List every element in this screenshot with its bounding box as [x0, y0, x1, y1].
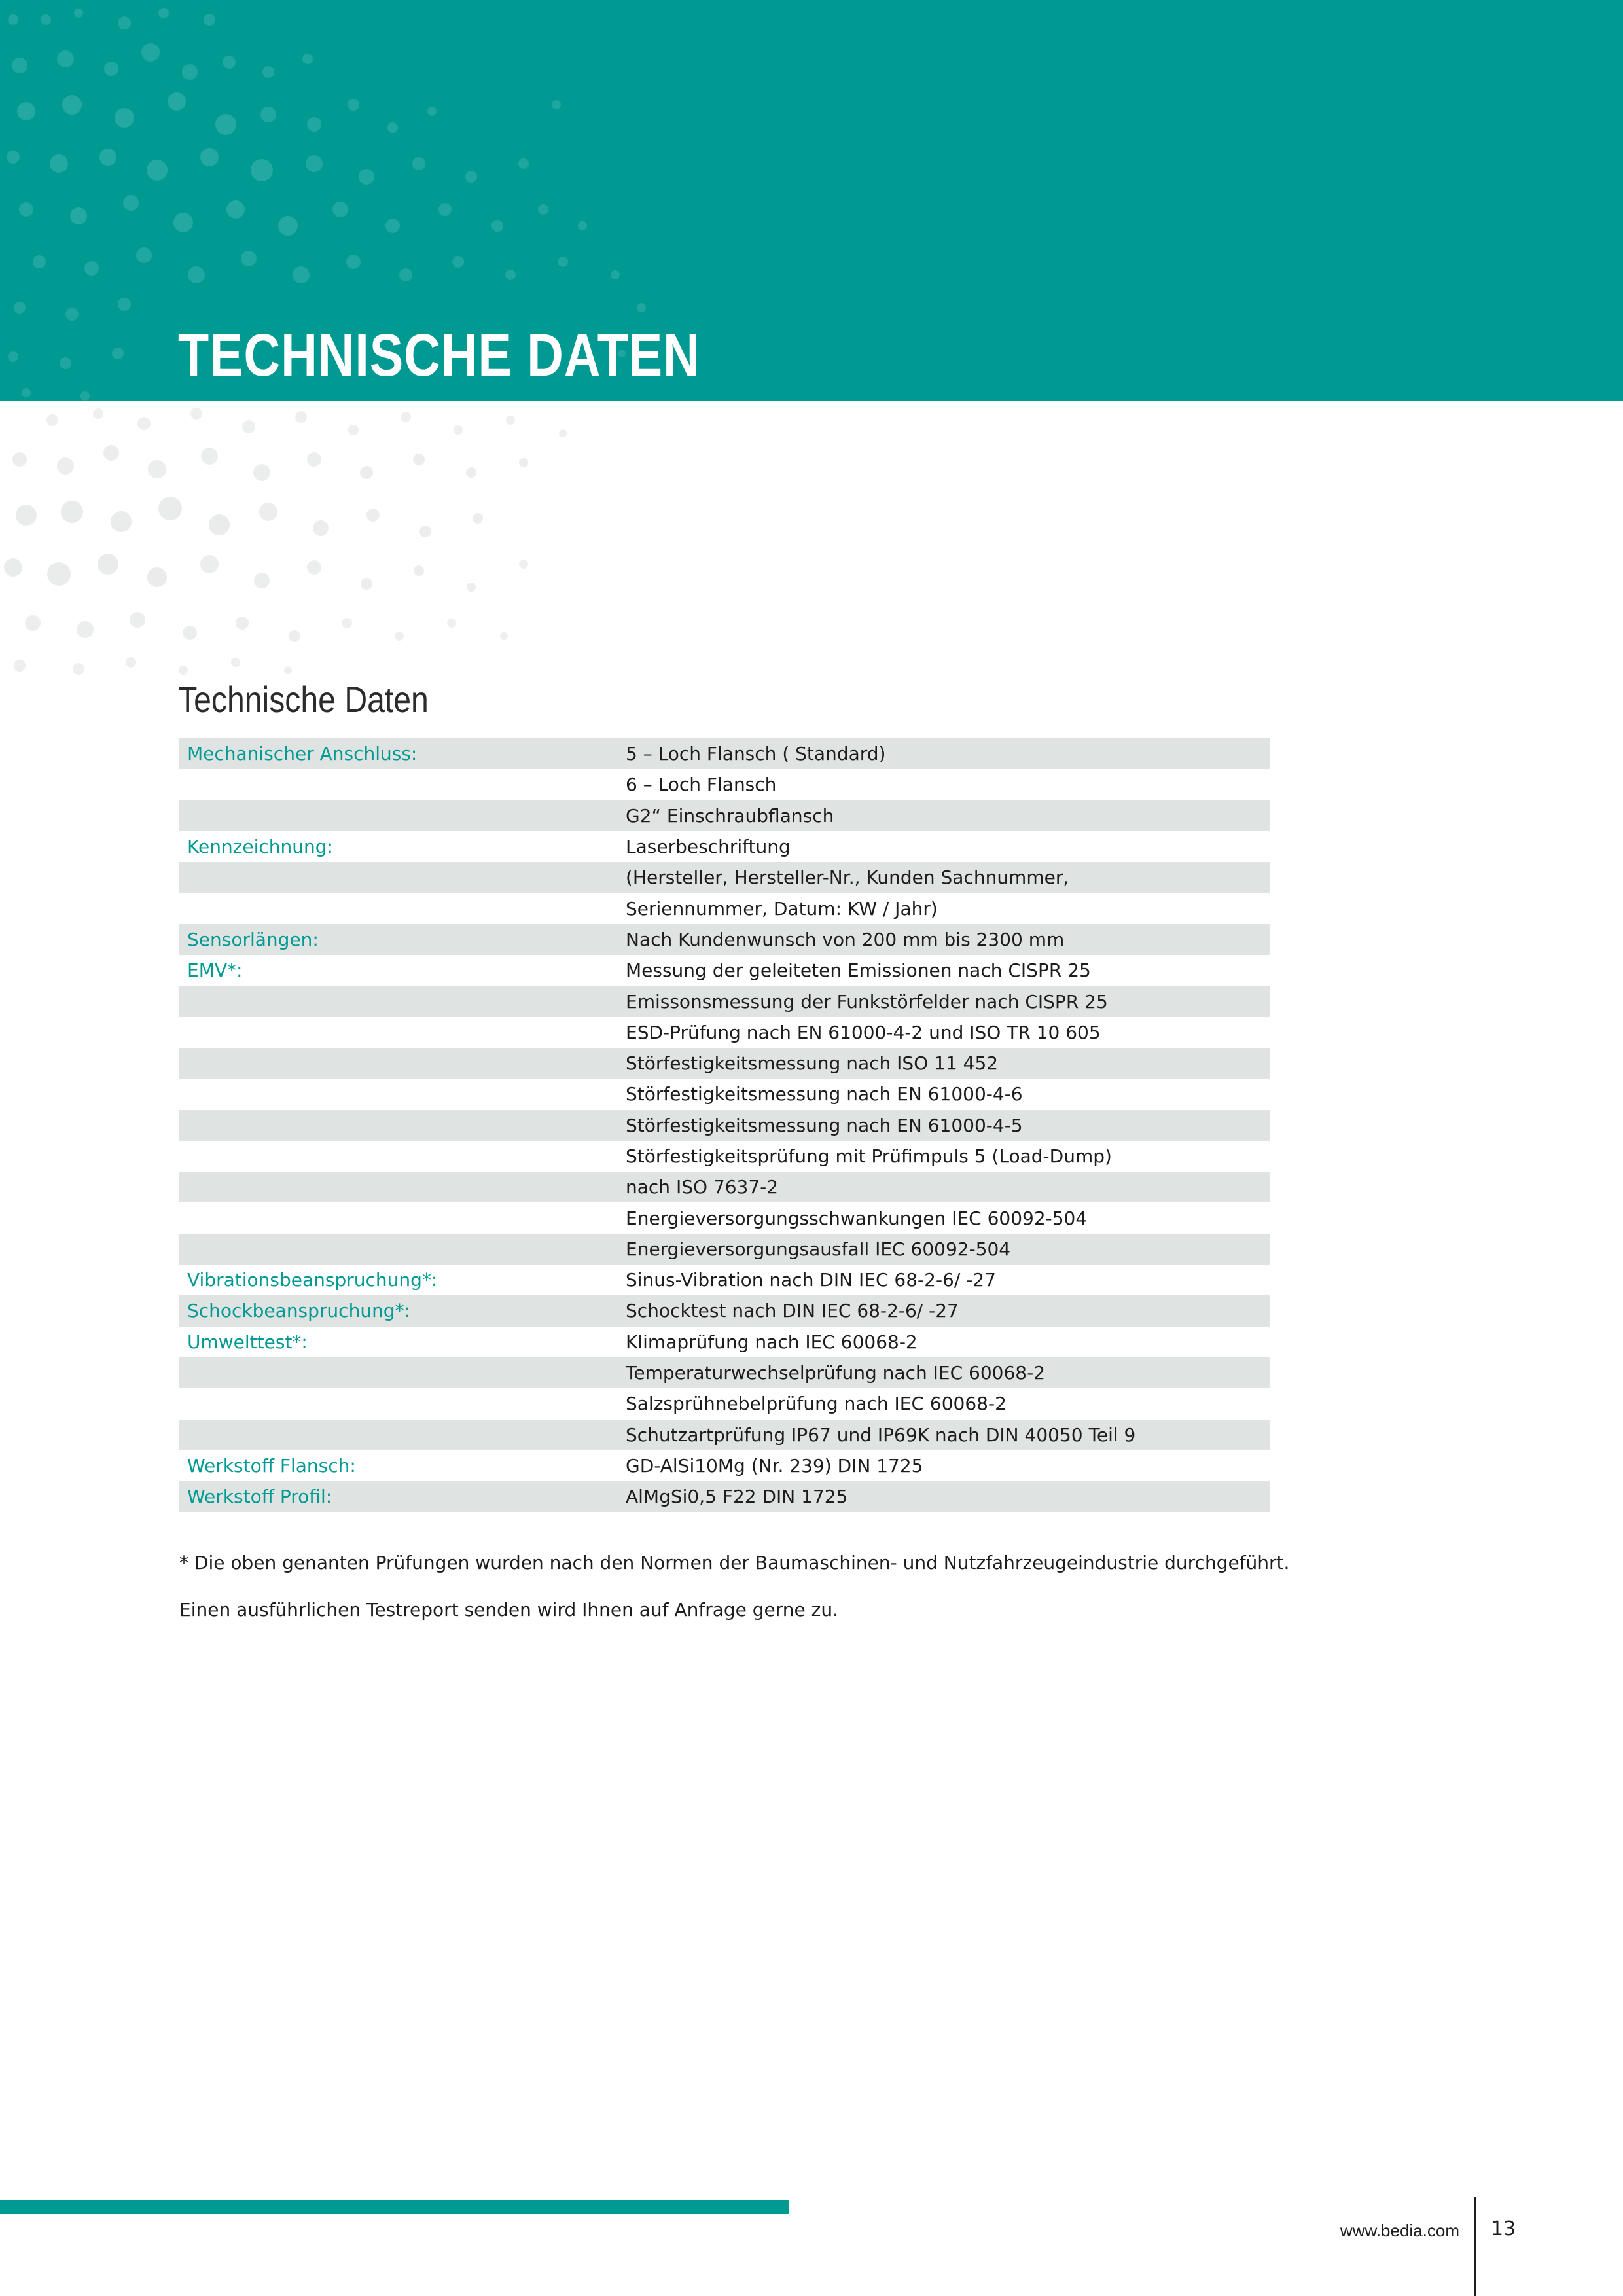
- spec-value: (Hersteller, Hersteller-Nr., Kunden Sachnummer,: [626, 862, 1270, 893]
- spec-label: [179, 862, 626, 893]
- spec-value: Schocktest nach DIN IEC 68-2-6/ -27: [626, 1295, 1270, 1326]
- table-row: [179, 1265, 1270, 1295]
- spec-value: Störfestigkeitsmessung nach EN 61000-4-6: [626, 1083, 1023, 1105]
- spec-label: Werkstoff Profil:: [179, 1481, 626, 1512]
- spec-label: [179, 1141, 626, 1172]
- table-row: [179, 862, 1270, 893]
- spec-label: EMV*:: [187, 960, 243, 982]
- table-row: [179, 986, 1270, 1016]
- spec-value: Temperaturwechselprüfung nach IEC 60068-2: [626, 1357, 1270, 1388]
- spec-value: 6 – Loch Flansch: [626, 774, 777, 796]
- spec-label: [179, 1357, 626, 1388]
- testreport-note: Einen ausführlichen Testreport senden wird Ihnen auf Anfrage gerne zu.: [179, 1599, 839, 1621]
- page-number: 13: [1491, 2217, 1516, 2240]
- spec-value: Laserbeschriftung: [626, 836, 791, 858]
- table-row: [179, 1017, 1270, 1048]
- spec-label: [179, 1202, 626, 1233]
- spec-value: Störfestigkeitsmessung nach EN 61000-4-5: [626, 1110, 1270, 1141]
- page-heading: TECHNISCHE DATEN: [178, 322, 700, 389]
- spec-label: [179, 800, 626, 831]
- table-row: [179, 1420, 1270, 1450]
- table-row: [179, 769, 1270, 800]
- spec-value: Störfestigkeitsmessung nach ISO 11 452: [626, 1048, 1270, 1079]
- dot-pattern-body: [0, 401, 654, 675]
- table-row: [179, 1234, 1270, 1265]
- spec-label: Kennzeichnung:: [187, 836, 333, 858]
- spec-label: [179, 769, 626, 800]
- spec-label: Umwelttest*:: [187, 1331, 308, 1353]
- spec-value: Klimaprüfung nach IEC 60068-2: [626, 1331, 918, 1353]
- table-row: [179, 1079, 1270, 1109]
- spec-label: Schockbeanspruchung*:: [179, 1295, 626, 1326]
- spec-label: [179, 1110, 626, 1141]
- spec-label: [179, 1388, 626, 1419]
- spec-value: nach ISO 7637-2: [626, 1172, 1270, 1202]
- table-row: [179, 1202, 1270, 1233]
- table-row: [179, 955, 1270, 986]
- spec-value: Sinus-Vibration nach DIN IEC 68-2-6/ -27: [626, 1269, 996, 1291]
- table-row: [179, 1481, 1270, 1512]
- spec-label: [179, 1079, 626, 1109]
- spec-label: [179, 1234, 626, 1265]
- table-row: [179, 1295, 1270, 1326]
- spec-label: Werkstoff Flansch:: [187, 1454, 356, 1477]
- bottom-accent-bar: [0, 2200, 789, 2214]
- table-row: [179, 1357, 1270, 1388]
- spec-value: G2“ Einschraubflansch: [626, 800, 1270, 831]
- spec-label: [179, 1172, 626, 1202]
- spec-label: [179, 986, 626, 1016]
- footnote: * Die oben genanten Prüfungen wurden nach den Normen der Baumaschinen- und Nutzfahrzeugeindustrie durchgeführt.: [179, 1552, 1290, 1573]
- spec-value: Energieversorgungsschwankungen IEC 60092-504: [626, 1207, 1088, 1229]
- spec-value: Emissonsmessung der Funkstörfelder nach CISPR 25: [626, 986, 1270, 1016]
- table-row: [179, 1110, 1270, 1141]
- table-row: [179, 1048, 1270, 1079]
- table-row: [179, 1172, 1270, 1202]
- spec-value: Störfestigkeitsprüfung mit Prüfimpuls 5 (Load-Dump): [626, 1145, 1112, 1167]
- spec-value: ESD-Prüfung nach EN 61000-4-2 und ISO TR 10 605: [626, 1021, 1101, 1043]
- table-row: [179, 831, 1270, 862]
- spec-label: [179, 1017, 626, 1048]
- table-row: [179, 1450, 1270, 1481]
- header-band: [0, 0, 1623, 401]
- table-row: [179, 1388, 1270, 1419]
- spec-value: AlMgSi0,5 F22 DIN 1725: [626, 1481, 1270, 1512]
- spec-label: Vibrationsbeanspruchung*:: [187, 1269, 438, 1291]
- spec-value: Nach Kundenwunsch von 200 mm bis 2300 mm: [626, 924, 1270, 955]
- spec-value: GD-AlSi10Mg (Nr. 239) DIN 1725: [626, 1454, 923, 1477]
- table-row: [179, 738, 1270, 769]
- spec-table: [179, 738, 1270, 1512]
- table-row: [179, 1327, 1270, 1357]
- spec-value: Energieversorgungsausfall IEC 60092-504: [626, 1234, 1270, 1265]
- table-row: [179, 924, 1270, 955]
- spec-value: 5 – Loch Flansch ( Standard): [626, 738, 1270, 769]
- footer-url: www.bedia.com: [1340, 2221, 1459, 2240]
- spec-value: Salzsprühnebelprüfung nach IEC 60068-2: [626, 1393, 1007, 1415]
- spec-value: Messung der geleiteten Emissionen nach CISPR 25: [626, 960, 1091, 982]
- spec-label: [179, 1420, 626, 1450]
- spec-label: Mechanischer Anschluss:: [179, 738, 626, 769]
- table-row: [179, 893, 1270, 924]
- section-heading: Technische Daten: [178, 679, 429, 720]
- table-row: [179, 1141, 1270, 1172]
- spec-label: Sensorlängen:: [179, 924, 626, 955]
- table-row: [179, 800, 1270, 831]
- footer-divider: [1474, 2197, 1476, 2296]
- spec-value: Seriennummer, Datum: KW / Jahr): [626, 897, 938, 920]
- spec-label: [179, 893, 626, 924]
- spec-value: Schutzartprüfung IP67 und IP69K nach DIN 40050 Teil 9: [626, 1420, 1270, 1450]
- spec-label: [179, 1048, 626, 1079]
